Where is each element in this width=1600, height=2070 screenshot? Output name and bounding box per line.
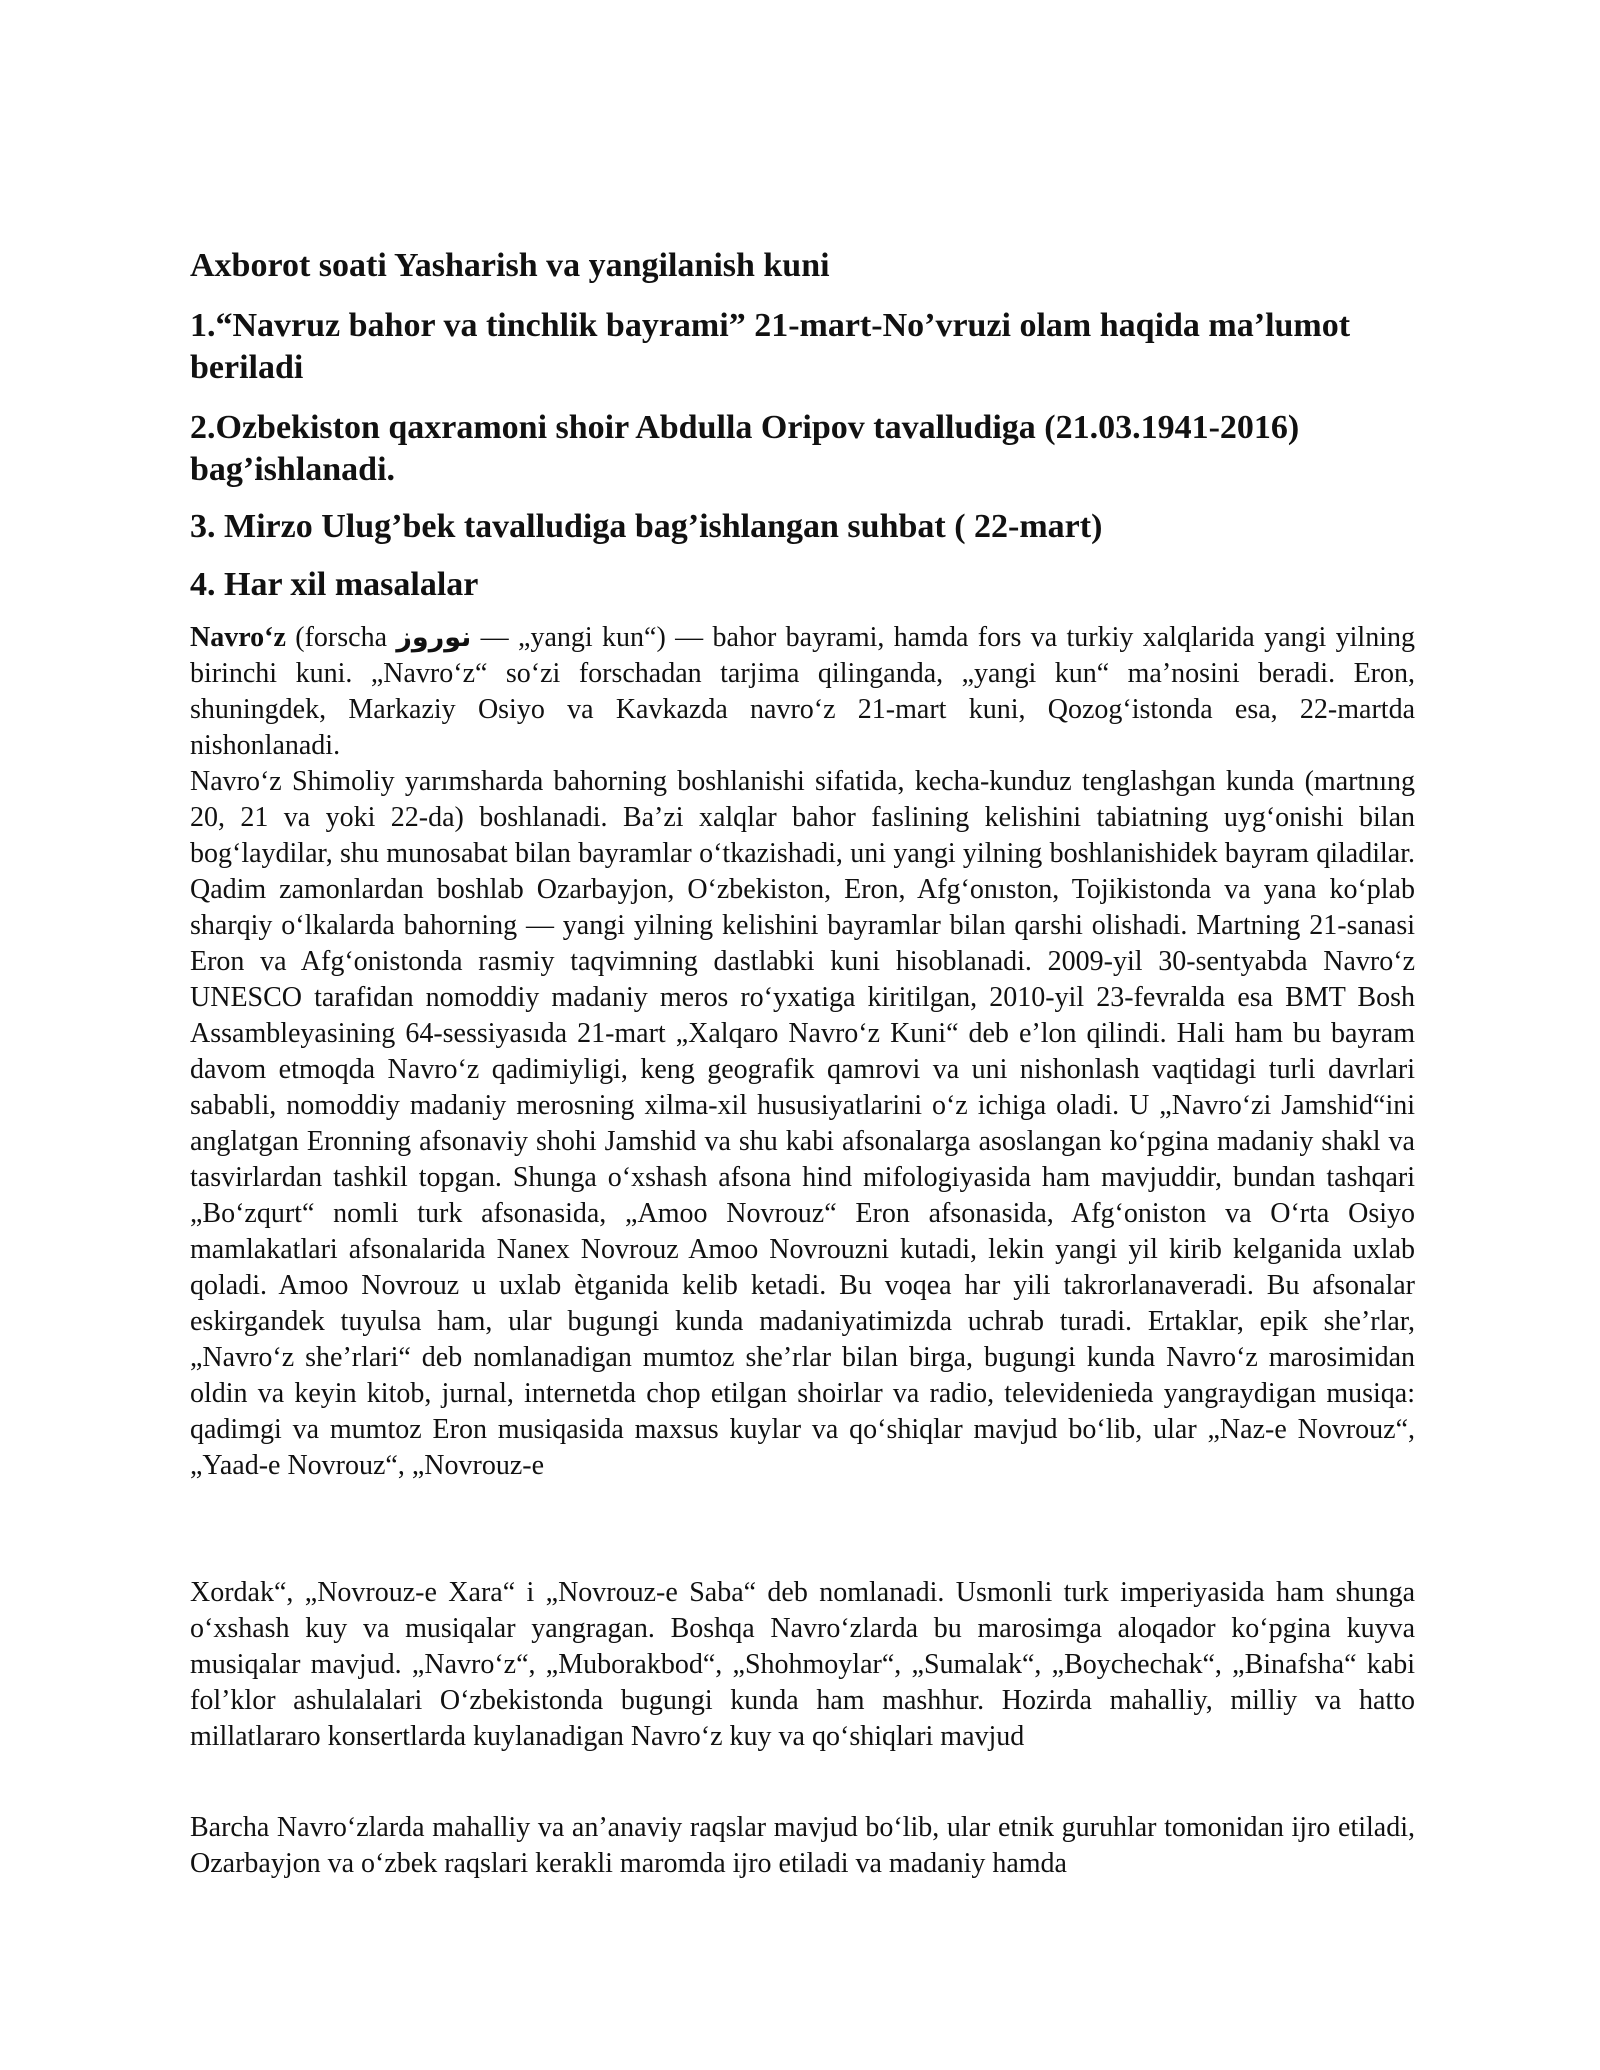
intro-farsi-word: نوروز <box>396 622 472 653</box>
intro-forscha: (forscha <box>285 622 397 653</box>
agenda-item-1: 1.“Navruz bahor va tinchlik bayrami” 21-mart-No’vruzi olam haqida ma’lumot beriladi <box>190 307 1351 386</box>
body-paragraph-1: Navro‘z Shimoliy yarımsharda bahorning boshlanishi sifatida, kecha-kunduz tenglashgan kunda (martnıng 20, 21 va yoki 22-da) boshlanadi. Ba’zi xalqlar bahor faslining kelishini tabiatning uyg‘onishi bilan bog‘laydilar, shu munosabat bilan bayramlar o‘tkazishadi, uni yangi yilning boshlanishidek bayram qiladilar. Qadim zamonlardan boshlab Ozarbayjon, O‘zbekiston, Eron, Afg‘onıston, Tojikistonda va yana ko‘plab sharqiy o‘lkalarda bahorning — yangi yilning kelishini bayramlar bilan qarshi olishadi. Martning 21-sanasi Eron va Afg‘onistonda rasmiy taqvimning dastlabki kuni hisoblanadi. 2009-yil 30-sentyabda Navro‘z UNESCO tarafidan nomoddiy madaniy meros ro‘yxatiga kiritilgan, 2010-yil 23-fevralda esa BMT Bosh Assambleyasining 64-sessiyasıda 21-mart „Xalqaro Navro‘z Kuni“ deb e’lon qilindi. Hali ham bu bayram davom etmoqda Navro‘z qadimiyligi, keng geografik qamrovi va uni nishonlash vaqtidagi turli davrlari sababli, nomoddiy madaniy merosning xilma-xil hususiyatlarini o‘z ichiga oladi. U „Navro‘zi Jamshid“ini anglatgan Eronning afsonaviy shohi Jamshid va shu kabi afsonalarga asoslangan ko‘pgina madaniy shakl va tasvirlardan tashkil topgan. Shunga o‘xshash afsona hind mifologiyasida ham mavjuddir, bundan tashqari „Bo‘zqurt“ nomli turk afsonasida, „Amoo Novrouz“ Eron afsonasida, Afg‘oniston va O‘rta Osiyo mamlakatlari afsonalarida Nanex Novrouz Amoo Novrouzni kutadi, lekin yangi yil kirib kelganida uxlab qoladi. Amoo Novrouz u uxlab ètganida kelib ketadi. Bu voqea har yili takrorlanaveradi. Bu afsonalar eskirgandek tuyulsa ham, ular bugungi kunda madaniyatimizda uchrab turadi. Ertaklar, epik she’rlar, „Navro‘z she’rlari“ deb nomlanadigan mumtoz she’rlar bilan birga, bugungi kunda Navro‘z marosimidan oldin va keyin kitob, jurnal, internetda chop etilgan shoirlar va radio, televidenieda yangraydigan musiqa: qadimgi va mumtoz Eron musiqasida maxsus kuylar va qo‘shiqlar mavjud bo‘lib, ular „Naz-e Novrouz“, „Yaad-e Novrouz“, „Novrouz-e <box>190 766 1415 1481</box>
body-paragraph-2: Xordak“, „Novrouz-e Xara“ i „Novrouz-e Saba“ deb nomlanadi. Usmonli turk imperiyasida ham shunga o‘xshash kuy va musiqalar yangragan. Boshqa Navro‘zlarda bu marosimga aloqador ko‘pgina kuyva musiqalar mavjud. „Navro‘z“, „Muborakbod“, „Shohmoylar“, „Sumalak“, „Boychechak“, „Binafsha“ kabi fol’klor ashulalalari O‘zbekistonda bugungi kunda ham mashhur. Hozirda mahalliy, milliy va hatto millatlararo konsertlarda kuylanadigan Navro‘z kuy va qo‘shiqlari mavjud <box>190 1577 1415 1752</box>
document-title: Axborot soati Yasharish va yangilanish kuni <box>190 247 830 284</box>
intro-rest: — „yangi kun“) — bahor bayrami, hamda fors va turkiy xalqlarida yangi yilning birinchi kuni. „Navro‘z“ so‘zi forschadan tarjima qilinganda, „yangi kun“ ma’nosini beradi. Eron, shuningdek, Markaziy Osiyo va Kavkazda navro‘z 21-mart kuni, Qozog‘istonda esa, 22-martda nishonlanadi. <box>190 622 1415 761</box>
intro-paragraph <box>190 620 1415 764</box>
intro-term: Navro‘z <box>190 622 286 653</box>
agenda-item-3: 3. Mirzo Ulug’bek tavalludiga bag’ishlangan suhbat ( 22-mart) <box>190 508 1103 545</box>
body-paragraph-3: Barcha Navro‘zlarda mahalliy va an’anaviy raqslar mavjud bo‘lib, ular etnik guruhlar tomonidan ijro etiladi, Ozarbayjon va o‘zbek raqslari kerakli maromda ijro etiladi va madaniy hamda <box>190 1812 1415 1879</box>
agenda-item-4: 4. Har xil masalalar <box>190 566 479 603</box>
agenda-item-2: 2.Ozbekiston qaxramoni shoir Abdulla Oripov tavalludiga (21.03.1941-2016) bag’ishlanadi. <box>190 409 1300 488</box>
